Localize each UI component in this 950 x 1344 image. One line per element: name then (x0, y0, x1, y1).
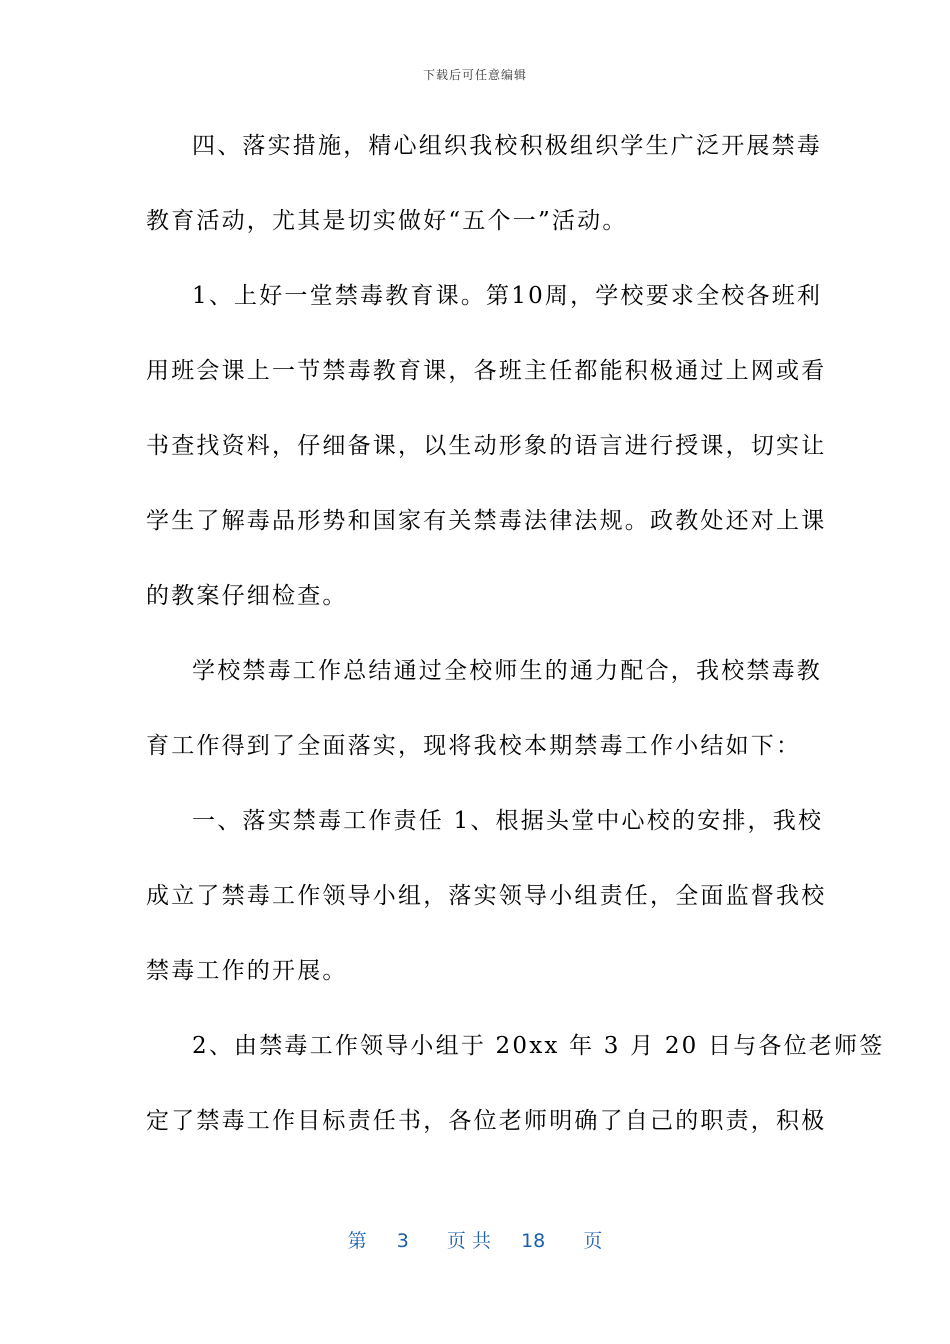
paragraph-line: 学生了解毒品形势和国家有关禁毒法律法规。政教处还对上课 (146, 508, 827, 534)
paragraph-line: 用班会课上一节禁毒教育课，各班主任都能积极通过上网或看 (146, 358, 827, 384)
page-header: 下载后可任意编辑 (422, 68, 527, 82)
paragraph-line: 2、由禁毒工作领导小组于 20xx 年 3 月 20 日与各位老师签 (192, 1033, 885, 1059)
paragraph-line: 一、落实禁毒工作责任 1、根据头堂中心校的安排，我校 (192, 808, 824, 834)
paragraph-line: 育工作得到了全面落实，现将我校本期禁毒工作小结如下： (146, 733, 802, 759)
document-body (146, 128, 885, 1178)
paragraph-line: 书查找资料，仔细备课，以生动形象的语言进行授课，切实让 (146, 433, 827, 459)
paragraph-line: 1、上好一堂禁毒教育课。第10周，学校要求全校各班利 (192, 283, 823, 309)
current-page-number: 3 (396, 1230, 409, 1252)
total-pages-number: 18 (521, 1230, 546, 1252)
page-label-suffix: 页 (583, 1230, 603, 1252)
paragraph-line: 学校禁毒工作总结通过全校师生的通力配合，我校禁毒教 (192, 658, 822, 684)
page-footer (0, 1226, 950, 1253)
page-label-prefix: 第 (347, 1230, 367, 1252)
paragraph-line: 禁毒工作的开展。 (146, 958, 348, 984)
paragraph-line: 的教案仔细检查。 (146, 583, 348, 609)
paragraph-line: 教育活动，尤其是切实做好“五个一”活动。 (146, 208, 628, 234)
paragraph-line: 成立了禁毒工作领导小组，落实领导小组责任，全面监督我校 (146, 883, 827, 909)
paragraph-line: 定了禁毒工作目标责任书，各位老师明确了自己的职责，积极 (146, 1108, 827, 1134)
page-label-middle: 页 共 (446, 1230, 491, 1252)
paragraph-line: 四、落实措施，精心组织我校积极组织学生广泛开展禁毒 (192, 133, 822, 159)
